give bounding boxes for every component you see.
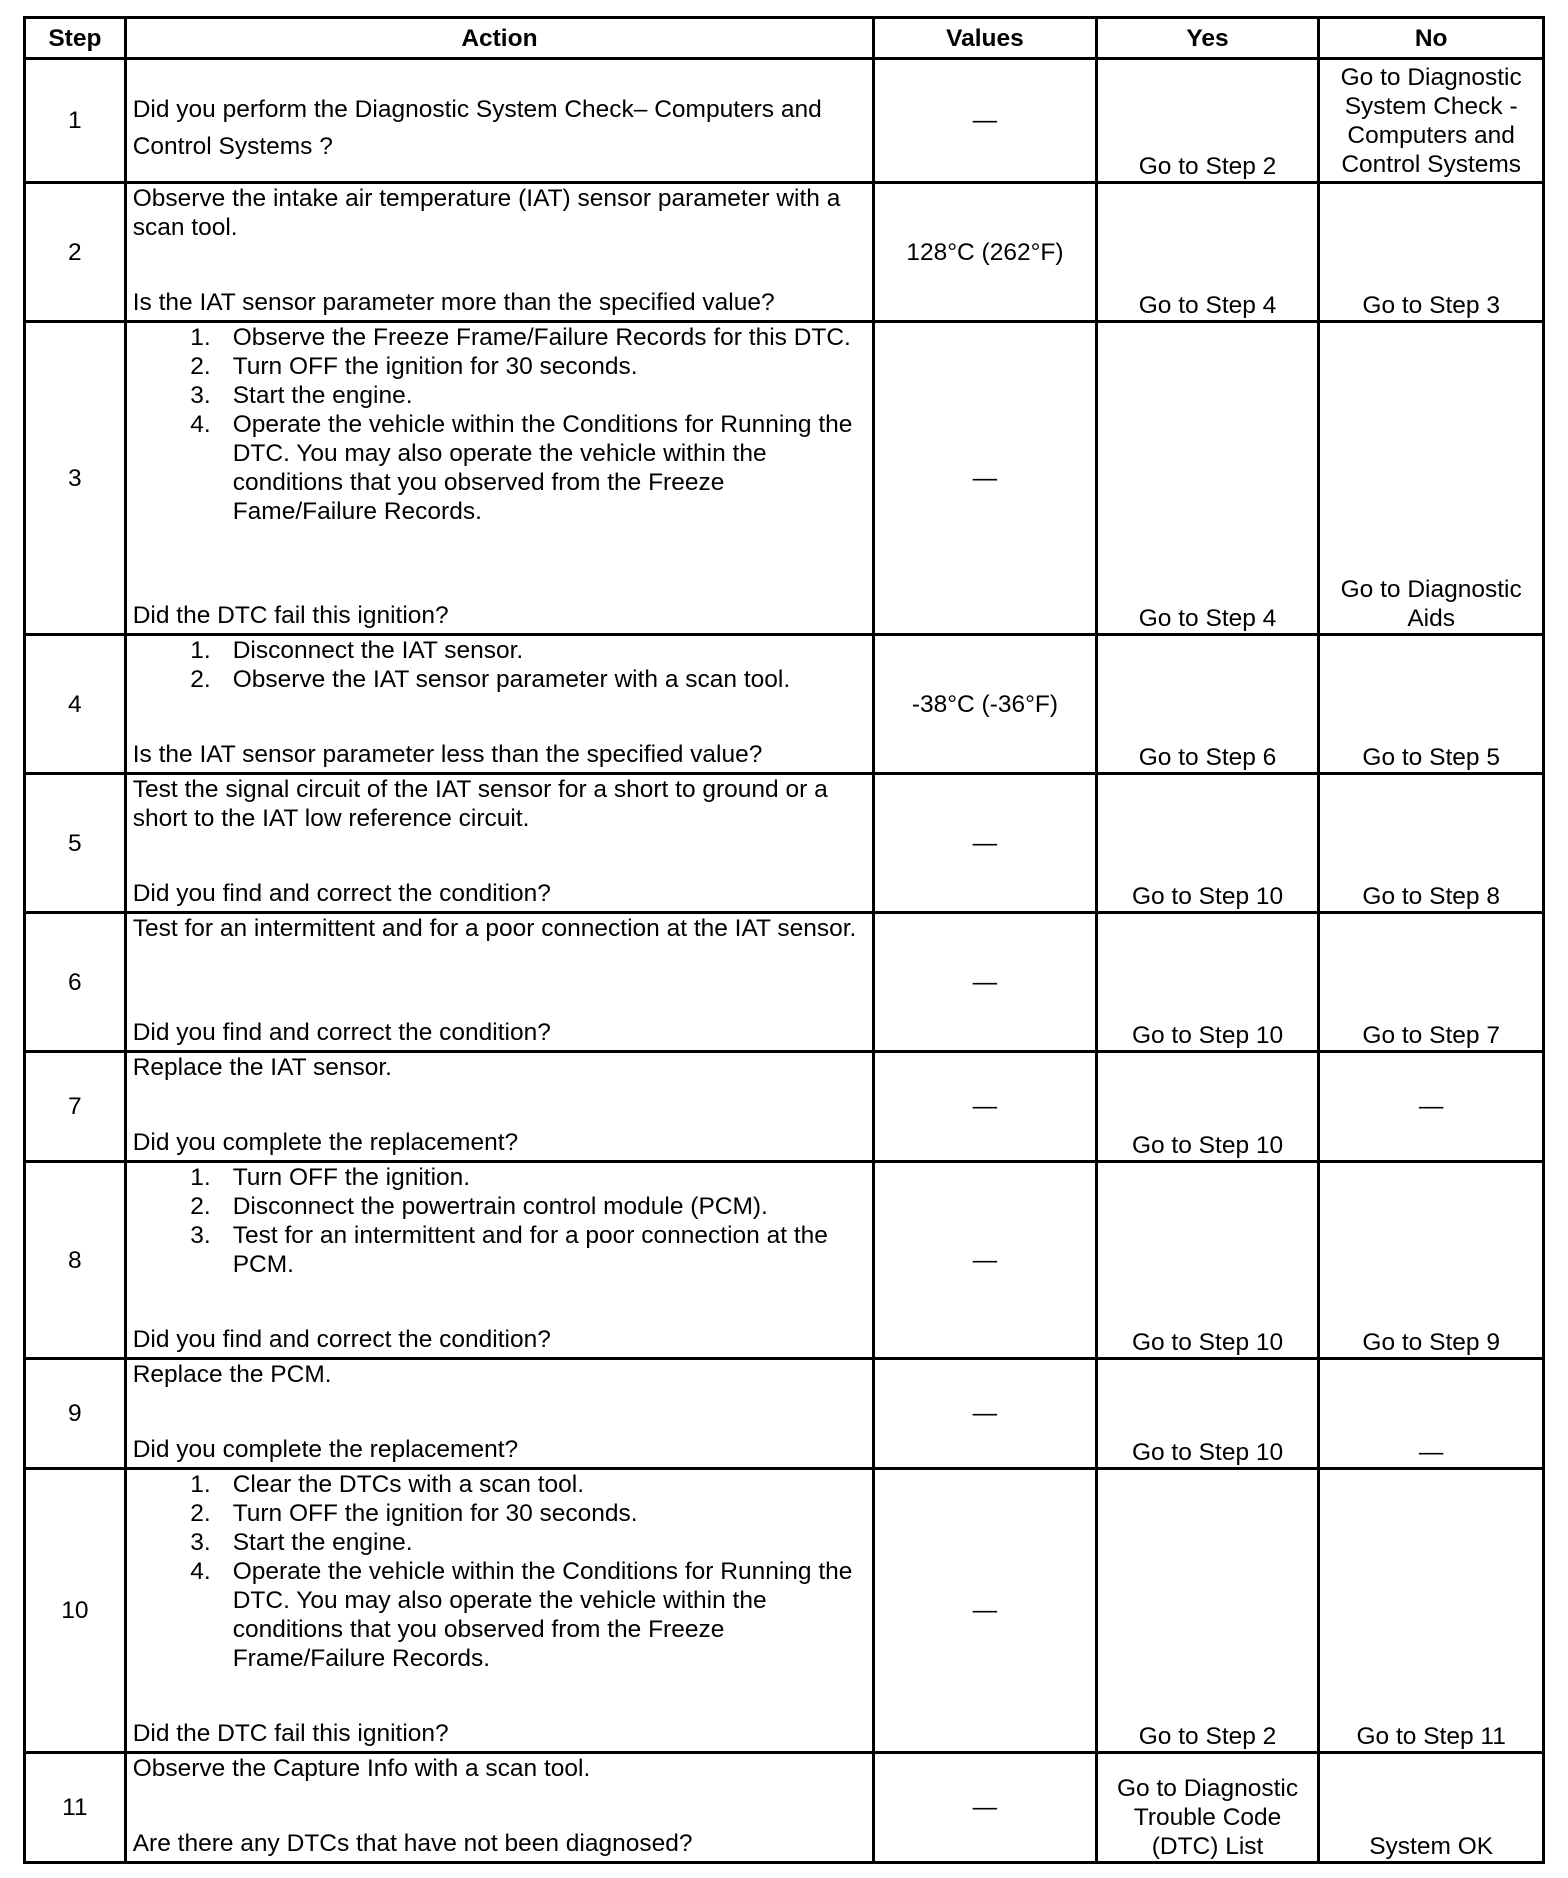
no-cell: Go to Diagnostic Aids	[1319, 322, 1544, 635]
step-number: 10	[25, 1469, 126, 1753]
step-number: 6	[25, 913, 126, 1052]
step-number: 3	[25, 322, 126, 635]
no-cell: —	[1319, 1052, 1544, 1162]
step-number: 7	[25, 1052, 126, 1162]
no-cell: Go to Diagnostic System Check - Computers and Control Systems	[1319, 59, 1544, 183]
header-step: Step	[25, 18, 126, 59]
action-instruction: Replace the PCM.	[132, 1361, 332, 1388]
no-cell: Go to Step 11	[1319, 1469, 1544, 1753]
action-cell	[125, 1052, 873, 1162]
list-item: 4. Operate the vehicle within the Conditions for Running the DTC. You may also operate the vehicle within the conditions that you observed from the Freeze Frame/Failure Records.	[190, 1558, 853, 1672]
table-row	[25, 774, 1544, 913]
step-number: 8	[25, 1162, 126, 1359]
value-cell: —	[874, 913, 1097, 1052]
action-question: Did the DTC fail this ignition?	[132, 1720, 449, 1747]
header-row	[25, 18, 1544, 59]
header-action: Action	[125, 18, 873, 59]
action-cell	[125, 183, 873, 322]
value-cell: —	[874, 1162, 1097, 1359]
step-number: 2	[25, 183, 126, 322]
step-number: 1	[25, 59, 126, 183]
value-cell: —	[874, 1753, 1097, 1863]
yes-cell: Go to Step 6	[1096, 635, 1319, 774]
header-values: Values	[874, 18, 1097, 59]
no-cell: Go to Step 7	[1319, 913, 1544, 1052]
action-cell	[125, 1359, 873, 1469]
action-cell	[125, 913, 873, 1052]
value-cell: —	[874, 59, 1097, 183]
table-row	[25, 183, 1544, 322]
action-step-list	[133, 323, 866, 526]
list-item: 3. Test for an intermittent and for a poor connection at the PCM.	[190, 1222, 828, 1278]
step-number: 9	[25, 1359, 126, 1469]
list-item: 2. Disconnect the powertrain control module (PCM).	[190, 1193, 768, 1220]
step-number: 11	[25, 1753, 126, 1863]
action-cell	[125, 1469, 873, 1753]
action-question: Is the IAT sensor parameter more than the specified value?	[132, 289, 775, 316]
list-item: 1. Observe the Freeze Frame/Failure Records for this DTC.	[190, 324, 851, 351]
action-question: Did you find and correct the condition?	[132, 1326, 551, 1353]
yes-cell: Go to Diagnostic Trouble Code (DTC) List	[1096, 1753, 1319, 1863]
action-question: Did you find and correct the condition?	[132, 1019, 551, 1046]
action-instruction: Observe the Capture Info with a scan tool.	[132, 1755, 591, 1782]
list-item: 4. Operate the vehicle within the Conditions for Running the DTC. You may also operate the vehicle within the conditions that you observed from the Freeze Fame/Failure Records.	[190, 411, 853, 525]
table-row	[25, 1469, 1544, 1753]
no-cell: Go to Step 5	[1319, 635, 1544, 774]
table-row	[25, 1052, 1544, 1162]
diagnostic-table	[23, 16, 1545, 1864]
yes-cell: Go to Step 10	[1096, 1359, 1319, 1469]
table-row	[25, 635, 1544, 774]
table-row	[25, 1753, 1544, 1863]
list-item: 3. Start the engine.	[190, 1529, 413, 1556]
list-item: 2. Turn OFF the ignition for 30 seconds.	[190, 353, 638, 380]
action-question: Is the IAT sensor parameter less than the specified value?	[132, 741, 763, 768]
list-item: 2. Turn OFF the ignition for 30 seconds.	[190, 1500, 638, 1527]
action-question: Did you complete the replacement?	[132, 1129, 519, 1156]
value-cell: —	[874, 1052, 1097, 1162]
action-instruction: Test the signal circuit of the IAT sensor for a short to ground or a short to the IAT low reference circuit.	[132, 776, 828, 832]
value-cell: -38°C (-36°F)	[874, 635, 1097, 774]
action-question: Did the DTC fail this ignition?	[132, 602, 449, 629]
table-row	[25, 322, 1544, 635]
no-cell: Go to Step 8	[1319, 774, 1544, 913]
table-row	[25, 1162, 1544, 1359]
action-question: Are there any DTCs that have not been diagnosed?	[132, 1830, 693, 1857]
header-yes: Yes	[1096, 18, 1319, 59]
action-cell	[125, 774, 873, 913]
list-item: 3. Start the engine.	[190, 382, 413, 409]
table-row	[25, 59, 1544, 183]
value-cell: 128°C (262°F)	[874, 183, 1097, 322]
yes-cell: Go to Step 4	[1096, 183, 1319, 322]
no-cell: Go to Step 9	[1319, 1162, 1544, 1359]
action-step-list	[133, 636, 866, 694]
action-cell	[125, 1162, 873, 1359]
value-cell: —	[874, 1359, 1097, 1469]
yes-cell: Go to Step 10	[1096, 1052, 1319, 1162]
list-item: 1. Clear the DTCs with a scan tool.	[190, 1471, 585, 1498]
list-item: 2. Observe the IAT sensor parameter with a scan tool.	[190, 666, 791, 693]
action-cell	[125, 635, 873, 774]
no-cell: Go to Step 3	[1319, 183, 1544, 322]
value-cell: —	[874, 774, 1097, 913]
action-cell	[125, 1753, 873, 1863]
action-instruction: Test for an intermittent and for a poor connection at the IAT sensor.	[132, 915, 857, 942]
value-cell: —	[874, 1469, 1097, 1753]
action-instruction: Observe the intake air temperature (IAT) sensor parameter with a scan tool.	[132, 185, 841, 241]
action-question: Did you complete the replacement?	[132, 1436, 519, 1463]
action-cell	[125, 322, 873, 635]
yes-cell: Go to Step 10	[1096, 913, 1319, 1052]
action-question: Did you find and correct the condition?	[132, 880, 551, 907]
yes-cell: Go to Step 10	[1096, 774, 1319, 913]
step-number: 4	[25, 635, 126, 774]
action-step-list	[133, 1163, 866, 1279]
step-number: 5	[25, 774, 126, 913]
yes-cell: Go to Step 10	[1096, 1162, 1319, 1359]
action-step-list	[133, 1470, 866, 1673]
action-question: Did you perform the Diagnostic System Check– Computers and Control Systems ?	[132, 95, 822, 160]
no-cell: —	[1319, 1359, 1544, 1469]
header-no: No	[1319, 18, 1544, 59]
action-cell	[125, 59, 873, 183]
table-row	[25, 913, 1544, 1052]
table-row	[25, 1359, 1544, 1469]
list-item: 1. Turn OFF the ignition.	[190, 1164, 471, 1191]
yes-cell: Go to Step 4	[1096, 322, 1319, 635]
value-cell: —	[874, 322, 1097, 635]
yes-cell: Go to Step 2	[1096, 59, 1319, 183]
document-page	[23, 16, 1545, 1864]
yes-cell: Go to Step 2	[1096, 1469, 1319, 1753]
no-cell: System OK	[1319, 1753, 1544, 1863]
action-instruction: Replace the IAT sensor.	[132, 1054, 392, 1081]
list-item: 1. Disconnect the IAT sensor.	[190, 637, 524, 664]
